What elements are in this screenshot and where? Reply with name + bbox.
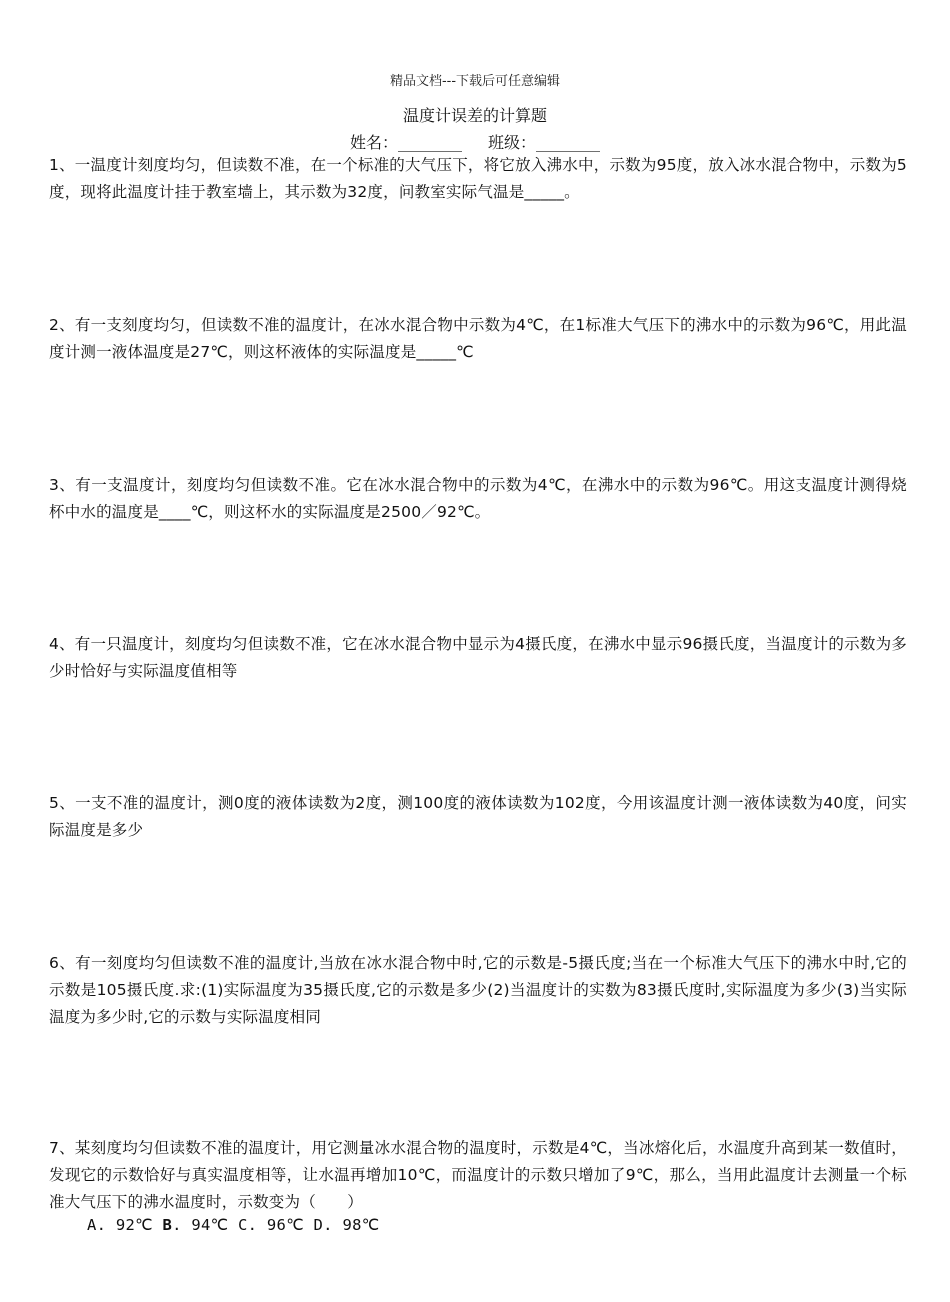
question-5: 5、一支不准的温度计，测0度的液体读数为2度，测100度的液体读数为102度，今用该温度计测一液体读数为40度，问实际温度是多少 — [49, 794, 907, 839]
question-6: 6、有一刻度均匀但读数不准的温度计,当放在冰水混合物中时,它的示数是-5摄氏度;当在一个标准大气压下的沸水中时,它的示数是105摄氏度.求:(1)实际温度为35摄氏度,它的示数是多少(2)当温度计的实数为83摄氏度时,实际温度为多少(3)当实际温度为多少时,它的示数与实际温度相同 — [49, 954, 907, 1026]
question-2: 2、有一支刻度均匀，但读数不准的温度计，在冰水混合物中示数为4℃，在1标准大气压下的沸水中的示数为96℃，用此温度计测一液体温度是27℃，则这杯液体的实际温度是_____℃ — [49, 316, 907, 361]
question-3: 3、有一支温度计，刻度均匀但读数不准。它在冰水混合物中的示数为4℃，在沸水中的示数为96℃。用这支温度计测得烧杯中水的温度是____℃，则这杯水的实际温度是2500／92℃。 — [49, 476, 907, 521]
option-a: A. 92℃ — [87, 1216, 153, 1234]
question-1: 1、一温度计刻度均匀，但读数不准，在一个标准的大气压下，将它放入沸水中，示数为95度，放入冰水混合物中，示数为5度，现将此温度计挂于教室墙上，其示数为32度，问教室实际气温是_____。 — [49, 156, 907, 201]
question-7-options — [87, 1216, 379, 1234]
option-c: C. 96℃ — [238, 1216, 304, 1234]
question-4: 4、有一只温度计，刻度均匀但读数不准，它在冰水混合物中显示为4摄氏度，在沸水中显示96摄氏度，当温度计的示数为多少时恰好与实际温度值相等 — [49, 635, 907, 680]
header-note: 精品文档---下载后可任意编辑 — [389, 74, 561, 89]
option-d: D. 98℃ — [313, 1216, 380, 1234]
name-field: 姓名：________ — [349, 133, 462, 152]
page-title: 温度计误差的计算题 — [402, 106, 547, 125]
option-b-value: . 94℃ — [172, 1216, 229, 1234]
question-7: 7、某刻度均匀但读数不准的温度计，用它测量冰水混合物的温度时，示数是4℃，当冰熔化后，水温度升高到某一数值时，发现它的示数恰好与真实温度相等，让水温再增加10℃，而温度计的示数只增加了9℃，那么，当用此温度计去测量一个标准大气压下的沸水温度时，示数变为（ ） — [49, 1139, 907, 1211]
student-info-line — [0, 130, 950, 153]
option-b-letter: B — [162, 1216, 173, 1234]
class-field: 班级：________ — [488, 133, 601, 152]
